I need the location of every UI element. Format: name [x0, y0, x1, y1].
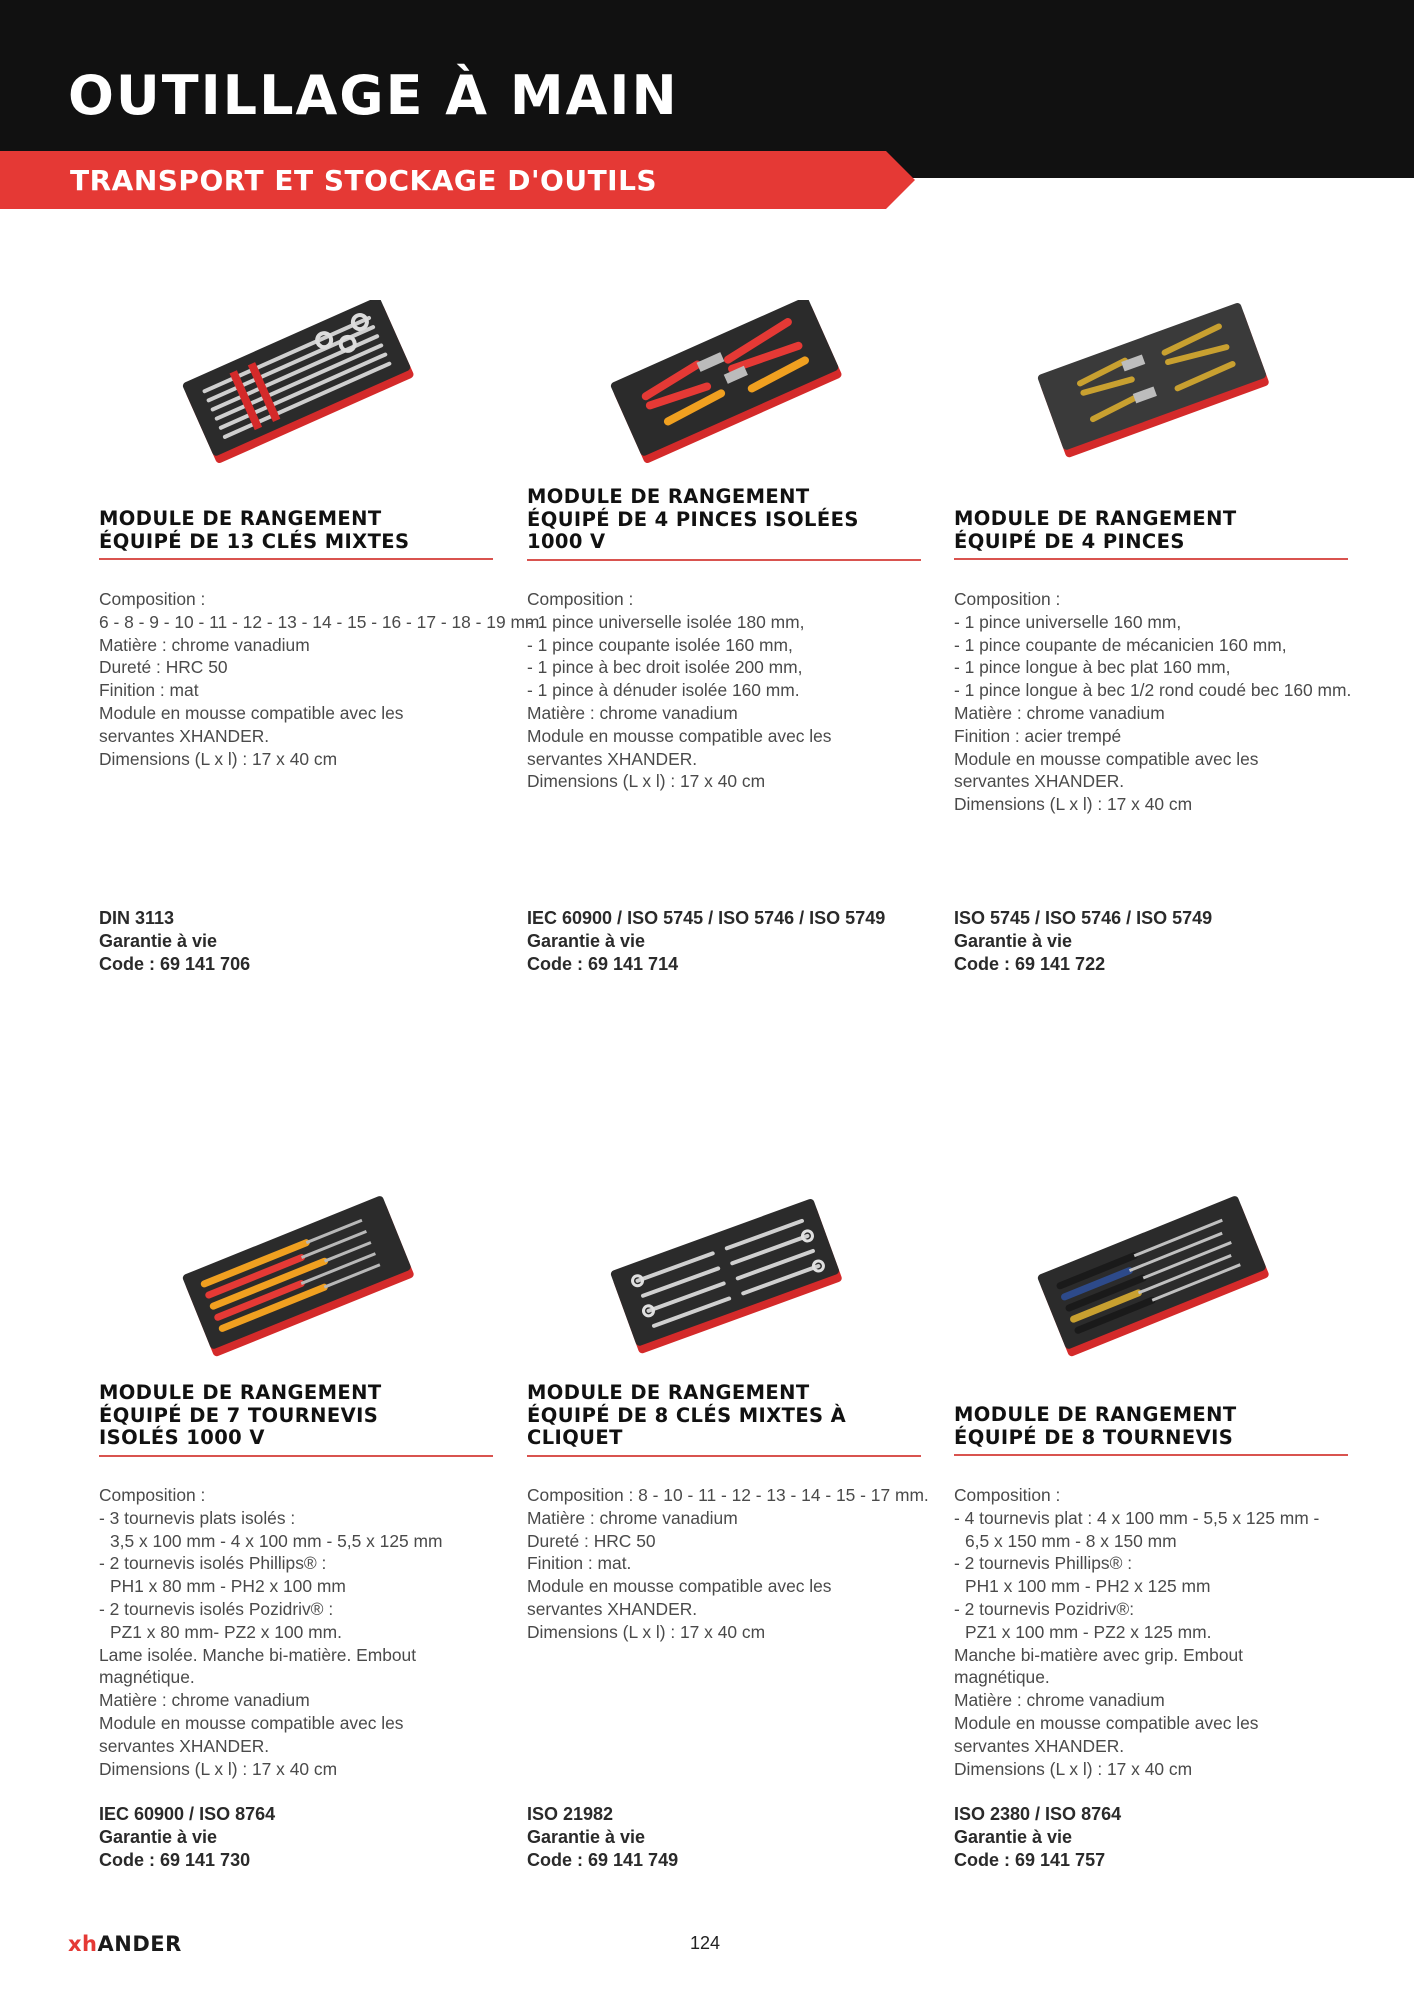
description-line: Composition :: [99, 1485, 206, 1505]
brand-logo: [68, 1932, 182, 1956]
product-norms: [954, 907, 1354, 976]
description-line: Dimensions (L x l) : 17 x 40 cm: [527, 1621, 766, 1642]
product-description: [954, 588, 1354, 816]
description-line: - 1 pince coupante de mécanicien 160 mm,: [954, 634, 1287, 655]
description-line: Module en mousse compatible avec les: [99, 702, 404, 723]
description-line: Matière : chrome vanadium: [527, 1507, 738, 1528]
description-line: Composition :: [954, 1485, 1061, 1505]
description-line: magnétique.: [99, 1667, 195, 1688]
description-line: Matière : chrome vanadium: [954, 1690, 1165, 1711]
norm-label: IEC 60900 / ISO 5745 / ISO 5746 / ISO 5749: [527, 908, 886, 928]
warranty-label: Garantie à vie: [954, 1827, 1073, 1847]
description-line: - 1 pince longue à bec 1/2 rond coudé bec 160 mm.: [954, 680, 1352, 701]
description-line: - 1 pince à dénuder isolée 160 mm.: [527, 680, 800, 701]
product-norms: [527, 907, 927, 976]
description-line: Composition :: [527, 589, 634, 609]
norm-label: DIN 3113: [99, 908, 175, 928]
description-line: Dimensions (L x l) : 17 x 40 cm: [527, 771, 766, 792]
insulated-screwdriver-tray-icon: [179, 1196, 419, 1366]
product-code: Code : 69 141 730: [99, 1850, 251, 1870]
description-line: Module en mousse compatible avec les: [99, 1712, 404, 1733]
screwdriver-tray-icon: [1034, 1196, 1274, 1366]
description-line: 6,5 x 150 mm - 8 x 150 mm: [965, 1530, 1177, 1551]
product-title: MODULE DE RANGEMENT ÉQUIPÉ DE 4 PINCES: [954, 508, 1348, 560]
ratchet-wrench-tray-icon: [607, 1196, 847, 1366]
description-line: Matière : chrome vanadium: [99, 1690, 310, 1711]
description-line: servantes XHANDER.: [954, 771, 1125, 792]
wrench-tray-icon: [179, 300, 419, 470]
description-line: - 2 tournevis isolés Phillips® :: [99, 1553, 327, 1574]
description-line: Composition :: [954, 589, 1061, 609]
description-line: - 1 pince coupante isolée 160 mm,: [527, 634, 793, 655]
description-line: magnétique.: [954, 1667, 1050, 1688]
product-norms: [954, 1803, 1354, 1872]
description-line: Matière : chrome vanadium: [527, 702, 738, 723]
description-line: Dureté : HRC 50: [99, 657, 228, 678]
description-line: - 2 tournevis Pozidriv®:: [954, 1598, 1135, 1619]
product-code: Code : 69 141 757: [954, 1850, 1106, 1870]
product-code: Code : 69 141 749: [527, 1850, 679, 1870]
warranty-label: Garantie à vie: [527, 931, 646, 951]
pliers-tray-icon: [1034, 300, 1274, 470]
product-title: MODULE DE RANGEMENT ÉQUIPÉ DE 4 PINCES ISOLÉES 1000 V: [527, 486, 921, 561]
norm-label: ISO 21982: [527, 1804, 614, 1824]
description-line: 3,5 x 100 mm - 4 x 100 mm - 5,5 x 125 mm: [110, 1530, 443, 1551]
product-description: [527, 588, 927, 793]
description-line: 6 - 8 - 9 - 10 - 11 - 12 - 13 - 14 - 15 - 16 - 17 - 18 - 19 mm.: [99, 611, 545, 632]
section-title: TRANSPORT ET STOCKAGE D'OUTILS: [70, 164, 658, 197]
description-line: PZ1 x 80 mm- PZ2 x 100 mm.: [110, 1621, 342, 1642]
product-code: Code : 69 141 714: [527, 954, 679, 974]
description-line: servantes XHANDER.: [99, 1735, 270, 1756]
description-line: - 4 tournevis plat : 4 x 100 mm - 5,5 x 125 mm -: [954, 1507, 1320, 1528]
description-line: Lame isolée. Manche bi-matière. Embout: [99, 1644, 417, 1665]
description-line: Dureté : HRC 50: [527, 1530, 656, 1551]
description-line: Matière : chrome vanadium: [99, 634, 310, 655]
brand-logo-rest: ANDER: [97, 1932, 182, 1956]
warranty-label: Garantie à vie: [99, 1827, 218, 1847]
page-number: 124: [690, 1933, 721, 1953]
description-line: Finition : acier trempé: [954, 725, 1122, 746]
product-description: [527, 1484, 927, 1644]
warranty-label: Garantie à vie: [527, 1827, 646, 1847]
description-line: servantes XHANDER.: [99, 725, 270, 746]
product-title: MODULE DE RANGEMENT ÉQUIPÉ DE 8 CLÉS MIXTES À CLIQUET: [527, 1382, 921, 1457]
description-line: Matière : chrome vanadium: [954, 702, 1165, 723]
product-code: Code : 69 141 706: [99, 954, 251, 974]
norm-label: ISO 2380 / ISO 8764: [954, 1804, 1122, 1824]
warranty-label: Garantie à vie: [99, 931, 218, 951]
description-line: Module en mousse compatible avec les: [527, 1576, 832, 1597]
description-line: PH1 x 100 mm - PH2 x 125 mm: [965, 1576, 1211, 1597]
description-line: - 3 tournevis plats isolés :: [99, 1507, 296, 1528]
description-line: - 1 pince universelle isolée 180 mm,: [527, 611, 805, 632]
description-line: Module en mousse compatible avec les: [954, 748, 1259, 769]
product-norms: [527, 1803, 927, 1872]
description-line: Dimensions (L x l) : 17 x 40 cm: [954, 1758, 1193, 1779]
description-line: PH1 x 80 mm - PH2 x 100 mm: [110, 1576, 346, 1597]
product-title: MODULE DE RANGEMENT ÉQUIPÉ DE 7 TOURNEVIS ISOLÉS 1000 V: [99, 1382, 493, 1457]
description-line: Manche bi-matière avec grip. Embout: [954, 1644, 1244, 1665]
product-title: MODULE DE RANGEMENT ÉQUIPÉ DE 13 CLÉS MIXTES: [99, 508, 493, 560]
page-title: OUTILLAGE À MAIN: [68, 64, 679, 127]
description-line: - 2 tournevis Phillips® :: [954, 1553, 1133, 1574]
description-line: - 1 pince longue à bec plat 160 mm,: [954, 657, 1231, 678]
description-line: Finition : mat: [99, 680, 199, 701]
product-title: MODULE DE RANGEMENT ÉQUIPÉ DE 8 TOURNEVIS: [954, 1404, 1348, 1456]
product-description: [99, 1484, 499, 1780]
description-line: Dimensions (L x l) : 17 x 40 cm: [99, 1758, 338, 1779]
description-line: servantes XHANDER.: [527, 748, 698, 769]
description-line: Finition : mat.: [527, 1553, 632, 1574]
description-line: PZ1 x 100 mm - PZ2 x 125 mm.: [965, 1621, 1212, 1642]
brand-logo-prefix: xh: [68, 1932, 98, 1956]
description-line: Dimensions (L x l) : 17 x 40 cm: [954, 794, 1193, 815]
description-line: servantes XHANDER.: [527, 1598, 698, 1619]
description-line: Composition : 8 - 10 - 11 - 12 - 13 - 14 - 15 - 17 mm.: [527, 1485, 929, 1505]
insulated-pliers-tray-icon: [607, 300, 847, 470]
description-line: - 2 tournevis isolés Pozidriv® :: [99, 1598, 334, 1619]
description-line: - 1 pince à bec droit isolée 200 mm,: [527, 657, 803, 678]
product-description: [954, 1484, 1354, 1780]
description-line: Dimensions (L x l) : 17 x 40 cm: [99, 748, 338, 769]
description-line: servantes XHANDER.: [954, 1735, 1125, 1756]
description-line: Module en mousse compatible avec les: [527, 725, 832, 746]
product-code: Code : 69 141 722: [954, 954, 1106, 974]
product-norms: [99, 1803, 499, 1872]
norm-label: IEC 60900 / ISO 8764: [99, 1804, 276, 1824]
description-line: - 1 pince universelle 160 mm,: [954, 611, 1182, 632]
warranty-label: Garantie à vie: [954, 931, 1073, 951]
description-line: Composition :: [99, 589, 206, 609]
product-norms: [99, 907, 499, 976]
norm-label: ISO 5745 / ISO 5746 / ISO 5749: [954, 908, 1213, 928]
product-description: [99, 588, 545, 770]
description-line: Module en mousse compatible avec les: [954, 1712, 1259, 1733]
